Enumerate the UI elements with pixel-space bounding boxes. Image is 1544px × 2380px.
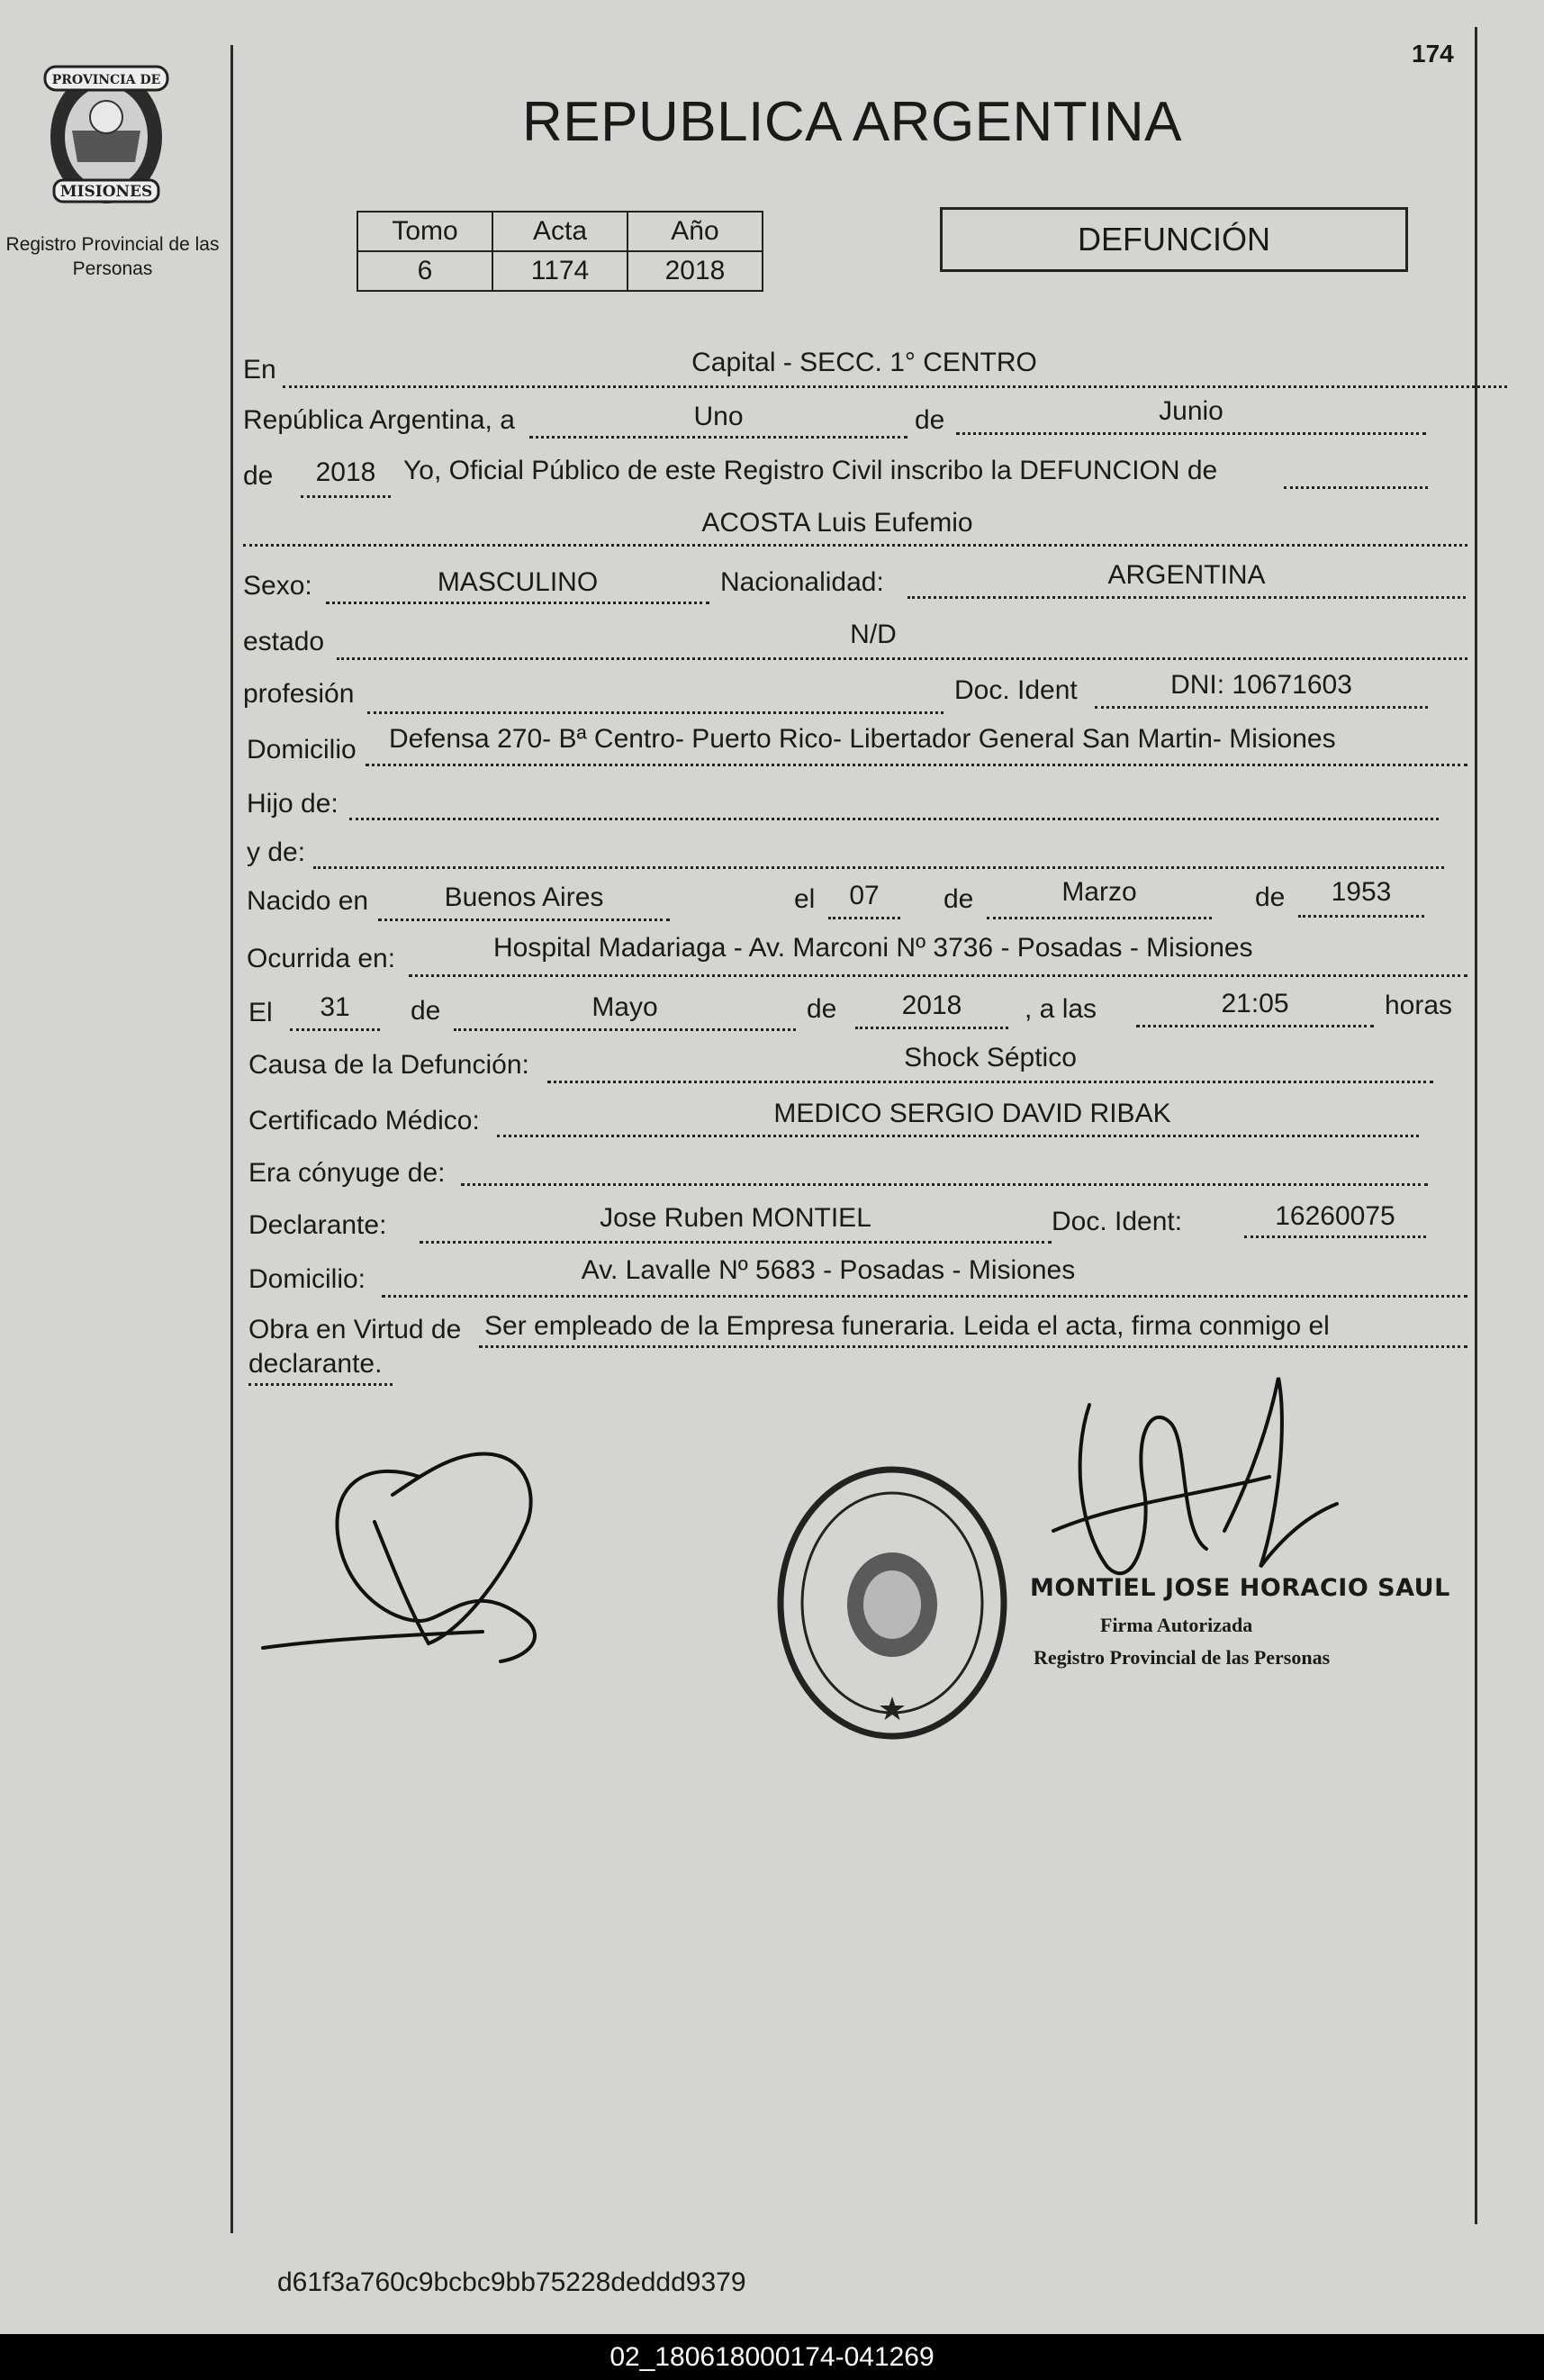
domicilio-value: Defensa 270- Bª Centro- Puerto Rico- Libertador General San Martin- Misiones (389, 724, 1336, 754)
declarante-doc-dots (1244, 1235, 1426, 1238)
row-conyuge (243, 1156, 1467, 1196)
inscribo-text: Yo, Oficial Público de este Registro Civil inscribo la DEFUNCION de (403, 456, 1218, 485)
nacido-dots (378, 919, 670, 921)
ocurrida-label: Ocurrida en: (247, 944, 396, 973)
row-ocurrida (243, 933, 1467, 980)
row-estado (243, 621, 1467, 661)
republica-label: República Argentina, a (243, 405, 515, 435)
month-text: Junio (1159, 396, 1223, 426)
nacionalidad-label: Nacionalidad: (720, 567, 884, 597)
birth-year: 1953 (1331, 877, 1392, 907)
de-label-4: de (1255, 882, 1286, 912)
row-sexo (243, 560, 1467, 607)
sexo-label: Sexo: (243, 571, 312, 601)
day-dots (529, 436, 907, 439)
registry-stamp-icon (774, 1450, 1010, 1765)
row-decl-domicilio (243, 1255, 1467, 1300)
certificado-dots (497, 1135, 1419, 1137)
birth-day: 07 (849, 881, 880, 910)
conyuge-label: Era cónyuge de: (248, 1158, 446, 1188)
yde-dots (313, 866, 1444, 869)
birth-day-dots (828, 917, 900, 919)
decl-domicilio-dots (382, 1295, 1467, 1298)
de-label-6: de (807, 994, 837, 1024)
en-dots (283, 385, 1507, 388)
estado-label: estado (243, 627, 325, 656)
certificado-value: MEDICO SERGIO DAVID RIBAK (773, 1099, 1171, 1128)
official-title-2: Registro Provincial de las Personas (1034, 1646, 1331, 1669)
page-number: 174 (1412, 40, 1454, 68)
name-dots (243, 544, 1467, 547)
decl-domicilio-label: Domicilio: (248, 1264, 366, 1294)
sexo-value: MASCULINO (437, 567, 599, 597)
left-margin-line (230, 45, 233, 2233)
row-certificado (243, 1099, 1467, 1142)
deceased-name: ACOSTA Luis Eufemio (701, 508, 973, 538)
footer-id-bar: 02_180618000174-041269 (0, 2334, 1544, 2380)
doc-ident-value: DNI: 10671603 (1170, 670, 1352, 700)
declarante-doc-value: 16260075 (1275, 1201, 1395, 1231)
svg-text:★: ★ (877, 1690, 907, 1727)
estado-dots (337, 657, 1467, 660)
birth-year-dots (1298, 915, 1424, 918)
official-signature-icon (1035, 1369, 1341, 1603)
domicilio-label: Domicilio (247, 735, 357, 765)
death-month: Mayo (591, 992, 658, 1022)
de-label-1: de (915, 405, 945, 435)
row-inscribo (243, 456, 1467, 501)
obra-value-line1: Ser empleado de la Empresa funeraria. Leida el acta, firma conmigo el (484, 1311, 1330, 1341)
inscribo-dots (1284, 486, 1428, 489)
declarante-label: Declarante: (248, 1210, 387, 1240)
year-dots (301, 495, 391, 498)
hijo-dots (349, 818, 1439, 820)
death-year: 2018 (901, 991, 962, 1020)
causa-label: Causa de la Defunción: (248, 1050, 529, 1080)
birth-month: Marzo (1061, 877, 1137, 907)
death-time-dots (1136, 1025, 1374, 1027)
death-day-dots (290, 1028, 380, 1031)
horas-label: horas (1385, 991, 1453, 1020)
declarante-dots (420, 1241, 1052, 1244)
ocurrida-dots (409, 974, 1467, 977)
acta-value: 1174 (492, 251, 628, 291)
death-month-dots (454, 1028, 796, 1031)
page-title: REPUBLICA ARGENTINA (522, 91, 1183, 153)
row-profesion (243, 670, 1467, 715)
obra-value-line2: declarante. (248, 1349, 383, 1379)
declarante-doc-label: Doc. Ident: (1052, 1207, 1183, 1236)
en-label: En (243, 355, 276, 385)
domicilio-dots (366, 764, 1467, 766)
official-title-1: Firma Autorizada (1100, 1614, 1253, 1636)
registry-name: Registro Provincial de las Personas (5, 234, 220, 279)
causa-dots (547, 1081, 1433, 1083)
death-time: 21:05 (1221, 989, 1289, 1018)
declarante-value: Jose Ruben MONTIEL (600, 1203, 871, 1233)
estado-value: N/D (850, 620, 897, 649)
right-margin-line (1475, 27, 1477, 2224)
causa-value: Shock Séptico (904, 1043, 1077, 1072)
certificado-label: Certificado Médico: (248, 1106, 480, 1136)
month-dots (956, 432, 1426, 435)
doc-ident-dots (1095, 706, 1428, 709)
nacido-label: Nacido en (247, 886, 369, 916)
de-label-2: de (243, 461, 274, 491)
conyuge-dots (461, 1183, 1428, 1186)
document-hash: d61f3a760c9bcbc9bb75228deddd9379 (277, 2267, 746, 2297)
yde-label: y de: (247, 837, 306, 867)
El-label: El (248, 998, 273, 1027)
declarante-signature-icon (257, 1441, 546, 1693)
decl-domicilio-value: Av. Lavalle Nº 5683 - Posadas - Misiones (581, 1255, 1076, 1285)
row-nacido (243, 877, 1467, 924)
year-value: 2018 (315, 457, 376, 487)
day-text: Uno (693, 402, 744, 431)
ano-header: Año (628, 212, 763, 251)
misiones-seal-icon (36, 54, 180, 212)
el-label: el (794, 884, 816, 914)
ano-value: 2018 (628, 251, 763, 291)
document-type-box: DEFUNCIÓN (940, 207, 1408, 272)
row-republica (243, 396, 1467, 445)
alas-label: , a las (1025, 994, 1097, 1024)
row-yde (243, 834, 1467, 873)
profesion-label: profesión (243, 679, 355, 709)
official-name: MONTIEL JOSE HORACIO SAUL (1030, 1574, 1450, 1602)
acta-table (357, 211, 763, 292)
obra-label: Obra en Virtud de (248, 1315, 462, 1344)
death-day: 31 (320, 992, 350, 1022)
birth-month-dots (987, 917, 1212, 919)
de-label-5: de (411, 996, 441, 1026)
row-domicilio (243, 724, 1467, 769)
svg-text:PROVINCIA DE: PROVINCIA DE (51, 73, 161, 87)
doc-ident-label: Doc. Ident (954, 675, 1078, 705)
svg-text:MISIONES: MISIONES (59, 183, 153, 201)
row-fecha (243, 989, 1467, 1034)
sexo-dots (326, 602, 709, 604)
nacionalidad-dots (907, 596, 1466, 599)
obra-dots-2 (248, 1383, 393, 1386)
death-year-dots (855, 1027, 1008, 1029)
profesion-dots (367, 711, 944, 714)
tomo-header: Tomo (357, 212, 492, 251)
ocurrida-value: Hospital Madariaga - Av. Marconi Nº 3736 - Posadas - Misiones (493, 933, 1253, 963)
nacionalidad-value: ARGENTINA (1107, 560, 1266, 590)
hijo-label: Hijo de: (247, 789, 339, 819)
nacido-value: Buenos Aires (444, 882, 604, 912)
en-value: Capital - SECC. 1° CENTRO (691, 348, 1037, 377)
row-hijo (243, 785, 1467, 825)
row-causa (243, 1043, 1467, 1088)
obra-dots-1 (479, 1345, 1467, 1348)
row-declarante (243, 1201, 1467, 1246)
tomo-value: 6 (357, 251, 492, 291)
acta-header: Acta (492, 212, 628, 251)
row-en (243, 348, 1467, 391)
row-name (243, 508, 1467, 547)
de-label-3: de (944, 884, 974, 914)
